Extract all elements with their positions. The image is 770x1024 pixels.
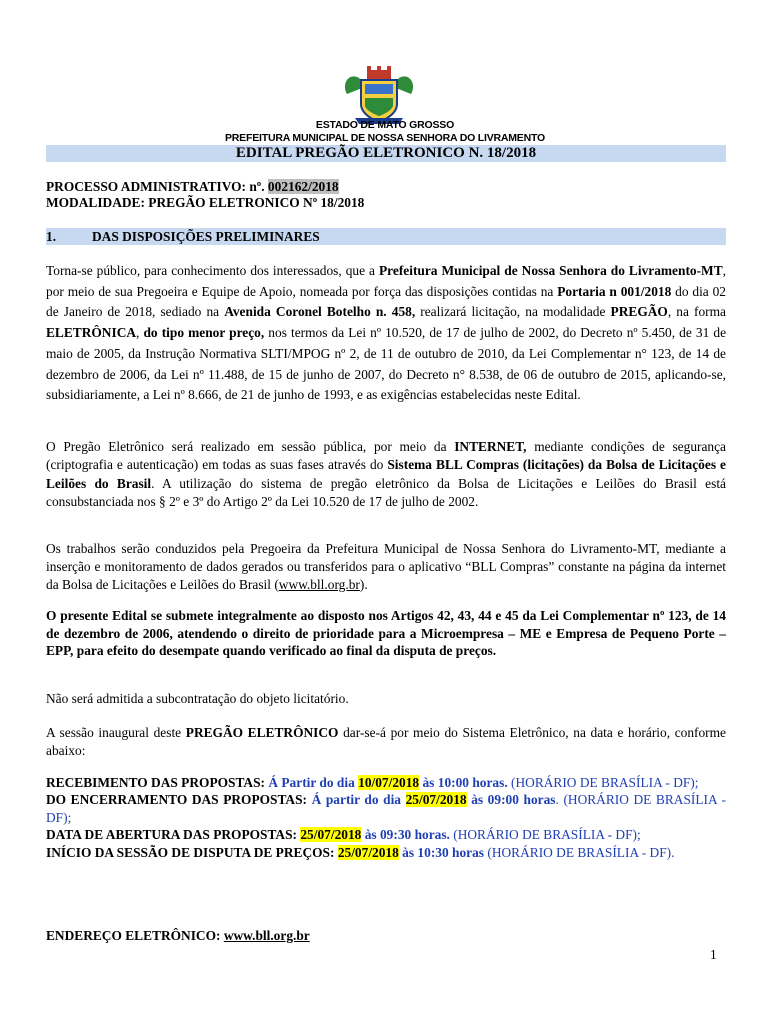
address-link[interactable]: www.bll.org.br xyxy=(223,928,310,943)
section-number: 1. xyxy=(46,229,57,244)
paragraph-works: Os trabalhos serão conduzidos pela Pregoeira da Prefeitura Municipal de Nossa Senhora do Livramento-MT, mediante a inserção e monitoramento de dados gerados ou transferidos para o aplicativo “BLL Compras” constante na página da internet da Bolsa de Licitações e Leilões do Brasil (www.bll.org.br). xyxy=(46,541,726,592)
process-number: 002162/2018 xyxy=(267,179,339,194)
section-heading xyxy=(46,228,320,245)
paragraph-internet: O Pregão Eletrônico será realizado em sessão pública, por meio da INTERNET, mediante condições de segurança (criptografia e autenticação) em todas as suas fases através do Sistema BLL Compras (licitações) da Bolsa de Licitações e Leilões do Brasil. A utilização do sistema de pregão eletrônico da Bolsa de Licitações e Leilões do Brasil está consubstanciada nos § 2º e 3º do Artigo 2º da Lei 10.520 de 17 de julho de 2002. xyxy=(46,439,726,509)
paragraph-intro: Torna-se público, para conhecimento dos interessados, que a Prefeitura Municipal de Nossa Senhora do Livramento-MT, por meio de sua Pregoeira e Equipe de Apoio, nomeada por força das disposições contidas na Portaria n 001/2018 do dia 02 de Janeiro de 2018, sediado na Avenida Coronel Botelho n. 458, realizará licitação, na modalidade PREGÃO, na forma ELETRÔNICA, do tipo menor preço, nos termos da Lei nº 10.520, de 17 de julho de 2002, do Decreto nº 5.450, de 31 de maio de 2005, da Instrução Normativa SLTI/MPOG nº 2, de 11 de outubro de 2010, da Lei Complementar n° 123, de 14 de dezembro de 2006, da Lei nº 11.488, de 15 de junho de 2007, do Decreto n° 8.538, de 06 de outubro de 2015, aplicando-se, subsidiariamente, a Lei nº 8.666, de 21 de junho de 1993, e as exigências estabelecidas neste Edital. xyxy=(46,263,727,403)
paragraph-subcontract: Não será admitida a subcontratação do objeto licitatório. xyxy=(46,691,349,706)
date-opening: 25/07/2018 xyxy=(300,827,362,843)
bll-link[interactable]: www.bll.org.br xyxy=(278,577,360,592)
document-title: EDITAL PREGÃO ELETRONICO N. 18/2018 xyxy=(235,145,537,161)
page-number: 1 xyxy=(710,947,717,962)
paragraph-session: A sessão inaugural deste PREGÃO ELETRÔNICO dar-se-á por meio do Sistema Eletrônico, na data e horário, conforme abaixo: xyxy=(46,725,726,758)
schedule-label-4: INÍCIO DA SESSÃO DE DISPUTA DE PREÇOS: xyxy=(46,844,338,860)
process-label: PROCESSO ADMINISTRATIVO: nº. xyxy=(46,179,268,194)
date-receipt: 10/07/2018 xyxy=(358,775,420,790)
schedule-block: RECEBIMENTO DAS PROPOSTAS: Á Partir do dia 10/07/2018 às 10:00 horas. (HORÁRIO DE BRASÍLIA - DF); DO ENCERRAMENTO DAS PROPOSTAS: Á partir do dia 25/07/2018 às 09:00 horas. (HORÁRIO DE BRASÍLIA - DF); DATA DE ABERTURA DAS PROPOSTAS: 25/07/2018 às 09:30 horas. (HORÁRIO DE BRASÍLIA - DF); INÍCIO DA SESSÃO DE DISPUTA DE PREÇOS: 25/07/2018 às 10:30 horas (HORÁRIO DE BRASÍLIA - DF). xyxy=(46,775,726,860)
paragraph-me-epp: O presente Edital se submete integralmente ao disposto nos Artigos 42, 43, 44 e 45 da Lei Complementar nº 123, de 14 de dezembro de 2006, atendendo o direito de prioridade para a Microempresa – ME e Empresa de Pequeno Porte – EPP, para efeito do desempate quando verificado ao final da disputa de preços. xyxy=(46,608,726,658)
section-title: DAS DISPOSIÇÕES PRELIMINARES xyxy=(92,229,320,244)
state-name: ESTADO DE MATO GROSSO xyxy=(315,119,455,131)
address-line: ENDEREÇO ELETRÔNICO: www.bll.org.br xyxy=(46,928,310,943)
schedule-label-3: DATA DE ABERTURA DAS PROPOSTAS: xyxy=(46,827,301,843)
modality-line: MODALIDADE: PREGÃO ELETRONICO Nº 18/2018 xyxy=(46,195,365,210)
date-closing: 25/07/2018 xyxy=(405,792,467,808)
schedule-label-1: RECEBIMENTO DAS PROPOSTAS: xyxy=(46,775,269,790)
date-dispute: 25/07/2018 xyxy=(337,844,399,860)
prefecture-name: PREFEITURA MUNICIPAL DE NOSSA SENHORA DO LIVRAMENTO xyxy=(225,132,545,144)
schedule-label-2: DO ENCERRAMENTO DAS PROPOSTAS: xyxy=(46,792,312,808)
